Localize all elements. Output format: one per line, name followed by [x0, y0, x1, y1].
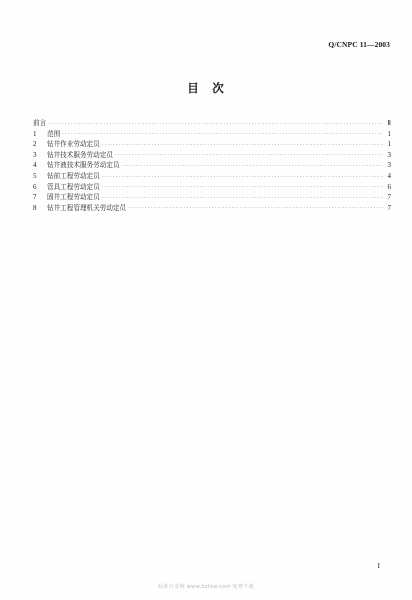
- table-of-contents: [33, 118, 391, 213]
- toc-leader-dots: [115, 151, 383, 160]
- toc-entry-page: 3: [387, 161, 391, 170]
- toc-entry-4[interactable]: [33, 160, 391, 171]
- toc-entry-page: 1: [387, 140, 391, 149]
- toc-entry-number: 7: [33, 193, 37, 202]
- toc-leader-dots: [102, 141, 383, 150]
- toc-entry-number: 1: [33, 129, 37, 138]
- toc-entry-number: 3: [33, 150, 37, 159]
- toc-entry-label: 钻井作业劳动定员: [47, 140, 100, 149]
- page-title: 目 次: [187, 81, 225, 95]
- toc-entry-page: 7: [387, 203, 391, 212]
- toc-entry-label: 钻井工程管理机关劳动定员: [47, 203, 127, 212]
- toc-entry-8[interactable]: [33, 203, 391, 214]
- toc-entry-number: 6: [33, 182, 37, 191]
- toc-entry-number: 8: [33, 203, 37, 212]
- toc-entry-label: 钻井技术服务劳动定员: [47, 150, 113, 159]
- toc-leader-dots: [102, 194, 383, 203]
- toc-entry-3[interactable]: [33, 150, 391, 161]
- toc-entry-page: 7: [387, 193, 391, 202]
- document-code: Q/CNPC 11—2003: [328, 40, 390, 49]
- toc-leader-dots: [122, 162, 383, 171]
- watermark-text: 标准分享网 www.bzfxw.com 免费下载: [157, 584, 255, 590]
- toc-entry-label: 范围: [47, 129, 61, 138]
- toc-entry-page: 3: [387, 150, 391, 159]
- toc-entry-7[interactable]: [33, 192, 391, 203]
- toc-entry-page: 6: [387, 182, 391, 191]
- toc-entry-number: 2: [33, 140, 37, 149]
- toc-entry-page: 1: [387, 129, 391, 138]
- toc-entry-page: Ⅱ: [387, 119, 391, 127]
- toc-entry-label: 固井工程劳动定员: [47, 193, 100, 202]
- toc-entry-label: 前言: [33, 119, 47, 127]
- toc-entry-foreword[interactable]: [33, 118, 391, 129]
- toc-leader-dots: [102, 173, 383, 182]
- toc-entry-label: 钻井液技术服务劳动定员: [47, 161, 120, 170]
- toc-entry-6[interactable]: [33, 182, 391, 193]
- toc-entry-5[interactable]: [33, 171, 391, 182]
- toc-entry-label: 钻前工程劳动定员: [47, 171, 100, 180]
- toc-entry-1[interactable]: [33, 129, 391, 140]
- toc-entry-2[interactable]: [33, 139, 391, 150]
- toc-leader-dots: [62, 130, 383, 139]
- toc-leader-dots: [102, 183, 383, 192]
- toc-entry-page: 4: [387, 171, 391, 180]
- page-number: I: [377, 562, 380, 570]
- toc-entry-label: 管具工程劳动定员: [47, 182, 100, 191]
- toc-entry-number: 4: [33, 161, 37, 170]
- toc-leader-dots: [48, 120, 383, 129]
- toc-leader-dots: [128, 204, 383, 213]
- toc-entry-number: 5: [33, 171, 37, 180]
